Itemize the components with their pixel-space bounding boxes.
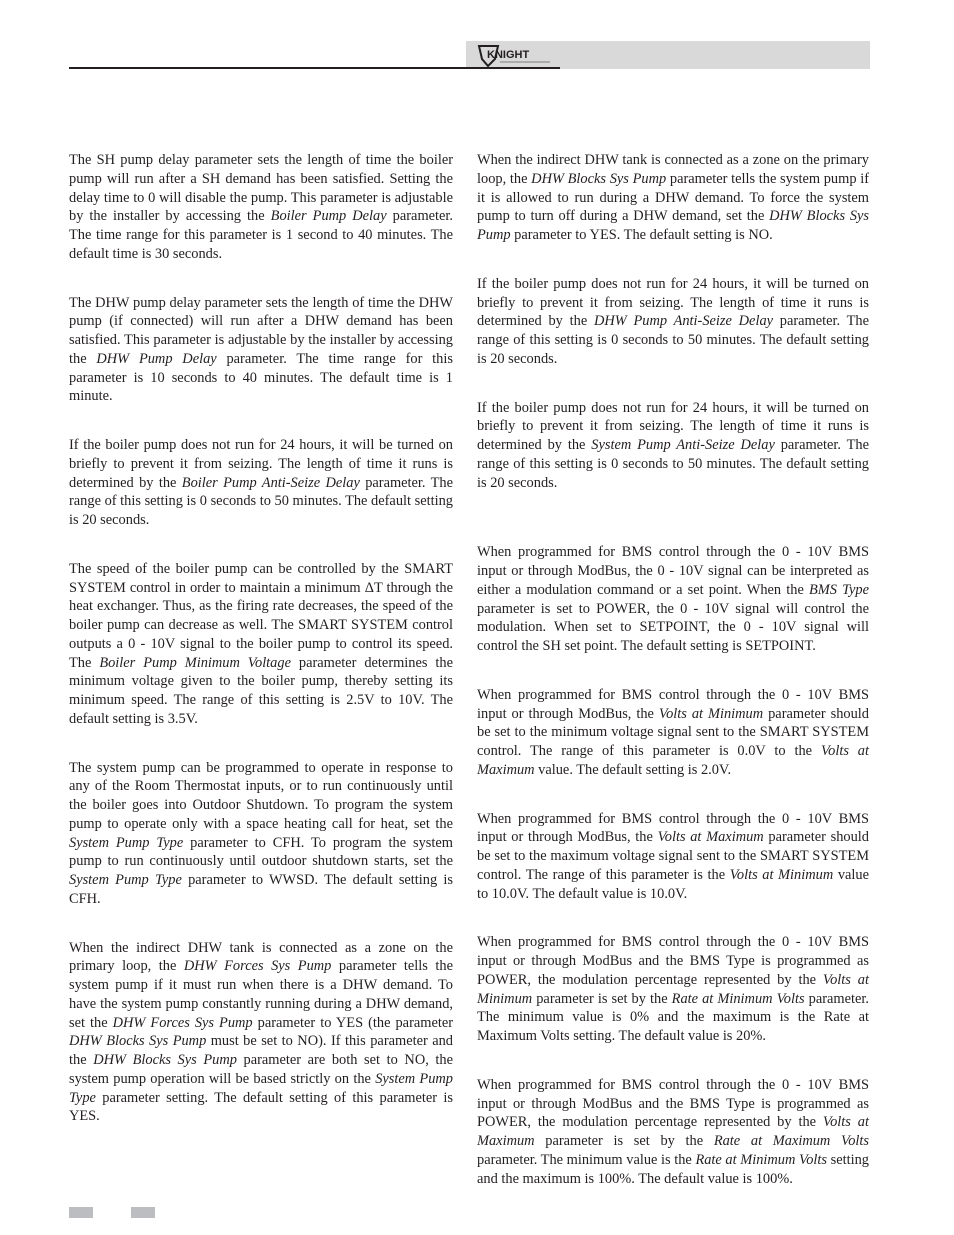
boiler-pump-minimum-voltage-text — [69, 560, 453, 729]
parameter-name: Boiler Pump Minimum Voltage — [99, 654, 291, 671]
parameter-name: DHW Blocks Sys Pump — [93, 1052, 237, 1068]
right-column — [477, 151, 869, 1188]
text-run: parameter. The time range for this parameter is 1 second to 40 minutes. The default time is 30 seconds. — [69, 208, 453, 262]
text-run: The DHW pump delay parameter sets the length of time the DHW pump (if connected) will run after a DHW demand has been satisfied. This parameter is adjustable by the installer by accessing the — [69, 294, 453, 367]
text-run: parameter. The minimum value is the — [477, 1151, 696, 1168]
dhw-pump-delay-text — [69, 294, 453, 407]
text-run: parameter are both set to NO, the system pump operation will be based strictly on the — [69, 1052, 453, 1087]
parameter-name: DHW Forces Sys Pump — [183, 958, 332, 975]
parameter-name: Rate at Maximum Volts — [713, 1133, 869, 1149]
text-run: parameter is set by the — [534, 1133, 714, 1149]
text-run: parameter. The range of this setting is 0 seconds to 50 minutes. The default setting is 20 seconds. — [477, 437, 869, 491]
text-run: parameter. The minimum value is 0% and the maximum is the Rate at Maximum Volts setting. The default value is 20%. — [477, 990, 869, 1044]
text-run: parameter. The range of this setting is 0 seconds to 50 minutes. The default setting is 20 seconds. — [477, 313, 869, 367]
text-run: parameter to YES (the parameter — [252, 1014, 454, 1031]
text-run: parameter to YES. The default setting is NO. — [510, 227, 773, 243]
knight-logo — [476, 41, 556, 69]
volts-at-maximum-text — [477, 810, 869, 904]
parameter-name: Volts at Maximum — [477, 743, 870, 778]
text-run: If the boiler pump does not run for 24 hours, it will be turned on briefly to prevent it from seizing. The length of time it runs is determined by the — [477, 399, 869, 453]
dhw-blocks-sys-pump-text — [477, 151, 869, 245]
text-run: parameter. The range of this setting is 0 seconds to 50 minutes. The default setting is 20 seconds. — [69, 474, 453, 528]
parameter-name: System Pump Type — [69, 1070, 453, 1106]
text-run: value to 10.0V. The default value is 10.0V. — [477, 866, 869, 902]
bms-type-text — [477, 543, 869, 656]
text-run: parameter tells the system pump if it is allowed to run during a DHW demand. To force the system pump to turn off during a DHW demand, set the — [477, 170, 869, 225]
text-run: If the boiler pump does not run for 24 hours, it will be turned on briefly to prevent it from seizing. The length of time it runs is determined by the — [477, 275, 869, 330]
dhw-forces-sys-pump-text — [69, 939, 453, 1127]
parameter-name: System Pump Type — [69, 872, 182, 888]
text-run: The SH pump delay parameter sets the length of time the boiler pump will run after a SH demand has been satisfied. Setting the delay time to 0 will disable the pump. This parameter is adjustable by the installer by accessing the — [69, 152, 453, 225]
text-run: parameter should be set to the maximum voltage signal sent to the SMART SYSTEM control. The range of this parameter is the — [477, 829, 869, 883]
text-run: If the boiler pump does not run for 24 hours, it will be turned on briefly to prevent it from seizing. The length of time it runs is determined by the — [69, 437, 453, 491]
dhw-pump-anti-seize-text — [477, 275, 869, 369]
text-run: When programmed for BMS control through the 0 - 10V BMS input or through ModBus and the BMS Type is programmed as POWER, the modulation percentage represented by the — [477, 1076, 869, 1131]
text-run: parameter should be set to the minimum voltage signal sent to the SMART SYSTEM control. The range of this parameter is 0.0V to the — [477, 705, 869, 759]
parameter-name: DHW Blocks Sys Pump — [477, 208, 869, 243]
text-run: The system pump can be programmed to operate in response to any of the Room Thermostat inputs, or to run continuously until the boiler goes into Outdoor Shutdown. To program the system pump to operate only with a space heating call for heat, set the — [69, 759, 453, 832]
text-run: When programmed for BMS control through the 0 - 10V BMS input or through ModBus, the — [477, 810, 869, 846]
section-tab-box — [131, 1207, 155, 1218]
rate-at-maximum-volts-text — [477, 1076, 869, 1189]
text-run: parameter to CFH. To program the system pump to run continuously until outdoor shutdown starts, set the — [69, 834, 453, 870]
rate-at-minimum-volts-text — [477, 933, 869, 1046]
parameter-name: Volts at Minimum — [658, 705, 764, 722]
text-run: The speed of the boiler pump can be controlled by the SMART SYSTEM control in order to maintain a minimum ΔT through the heat exchanger. Thus, as the firing rate decreases, the speed of the boiler pump can decrease as well. The SMART SYSTEM control outputs a 0 - 10V signal to the boiler pump to control its speed. The — [69, 560, 453, 671]
text-run: parameter. The time range for this parameter is 10 seconds to 40 minutes. The default time is 1 minute. — [69, 350, 453, 405]
parameter-name: System Pump Type — [69, 834, 184, 851]
logo-text: KNIGHT — [487, 49, 530, 61]
text-run: parameter is set to POWER, the 0 - 10V signal will control the modulation. When set to SETPOINT, the 0 - 10V signal will control the SH set point. The default setting is SETPOINT. — [477, 600, 869, 654]
boiler-pump-anti-seize-text — [69, 436, 453, 530]
parameter-name: Volts at Maximum — [657, 829, 764, 846]
parameter-name: Boiler Pump Anti-Seize Delay — [181, 474, 360, 491]
text-run: When programmed for BMS control through the 0 - 10V BMS input or through ModBus, the 0 - 10V signal can be interpreted as either a modulation command or a set point. When the — [477, 544, 869, 598]
parameter-name: System Pump Anti-Seize Delay — [591, 437, 775, 453]
parameter-name: Volts at Minimum — [477, 971, 869, 1007]
text-run: parameter to WWSD. The default setting is CFH. — [69, 872, 453, 907]
text-run: value. The default setting is 2.0V. — [534, 761, 732, 778]
parameter-name: DHW Pump Anti-Seize Delay — [593, 313, 774, 330]
parameter-name: Volts at Minimum — [729, 866, 834, 883]
text-run: When programmed for BMS control through the 0 - 10V BMS input or through ModBus and the BMS Type is programmed as POWER, the modulation percentage represented by the — [477, 934, 869, 988]
text-run: When the indirect DHW tank is connected as a zone on the primary loop, the — [477, 152, 869, 187]
parameter-name: Rate at Minimum Volts — [671, 990, 805, 1007]
text-run: parameter tells the system pump if it must run when there is a DHW demand. To have the system pump constantly running during a DHW demand, set the — [69, 958, 453, 1031]
parameter-name: DHW Pump Delay — [96, 350, 217, 367]
system-pump-type-text — [69, 759, 453, 909]
parameter-name: DHW Blocks Sys Pump — [531, 170, 667, 187]
text-run: setting and the maximum is 100%. The default value is 100%. — [477, 1151, 869, 1187]
text-run: parameter setting. The default setting of this parameter is YES. — [69, 1089, 453, 1125]
parameter-name: Rate at Minimum Volts — [695, 1151, 827, 1168]
parameter-name: Volts at Maximum — [477, 1114, 869, 1149]
text-run: parameter determines the minimum voltage given to the boiler pump, thereby setting its minimum speed. The range of this setting is 2.5V to 10V. The default setting is 3.5V. — [69, 654, 453, 727]
volts-at-minimum-text — [477, 686, 869, 780]
parameter-name: BMS Type — [808, 581, 869, 598]
text-run: must be set to NO). If this parameter and the — [69, 1033, 453, 1068]
text-run: When the indirect DHW tank is connected as a zone on the primary loop, the — [69, 939, 453, 975]
parameter-name: DHW Forces Sys Pump — [112, 1014, 253, 1031]
page-number-box — [69, 1207, 93, 1218]
parameter-name: DHW Blocks Sys Pump — [69, 1033, 207, 1050]
left-column — [69, 151, 453, 1126]
parameter-name: Boiler Pump Delay — [270, 208, 387, 225]
text-run: When programmed for BMS control through the 0 - 10V BMS input or through ModBus, the — [477, 686, 869, 722]
system-pump-anti-seize-text — [477, 399, 869, 493]
text-run: parameter is set by the — [532, 990, 672, 1007]
sh-pump-delay-text — [69, 151, 453, 264]
